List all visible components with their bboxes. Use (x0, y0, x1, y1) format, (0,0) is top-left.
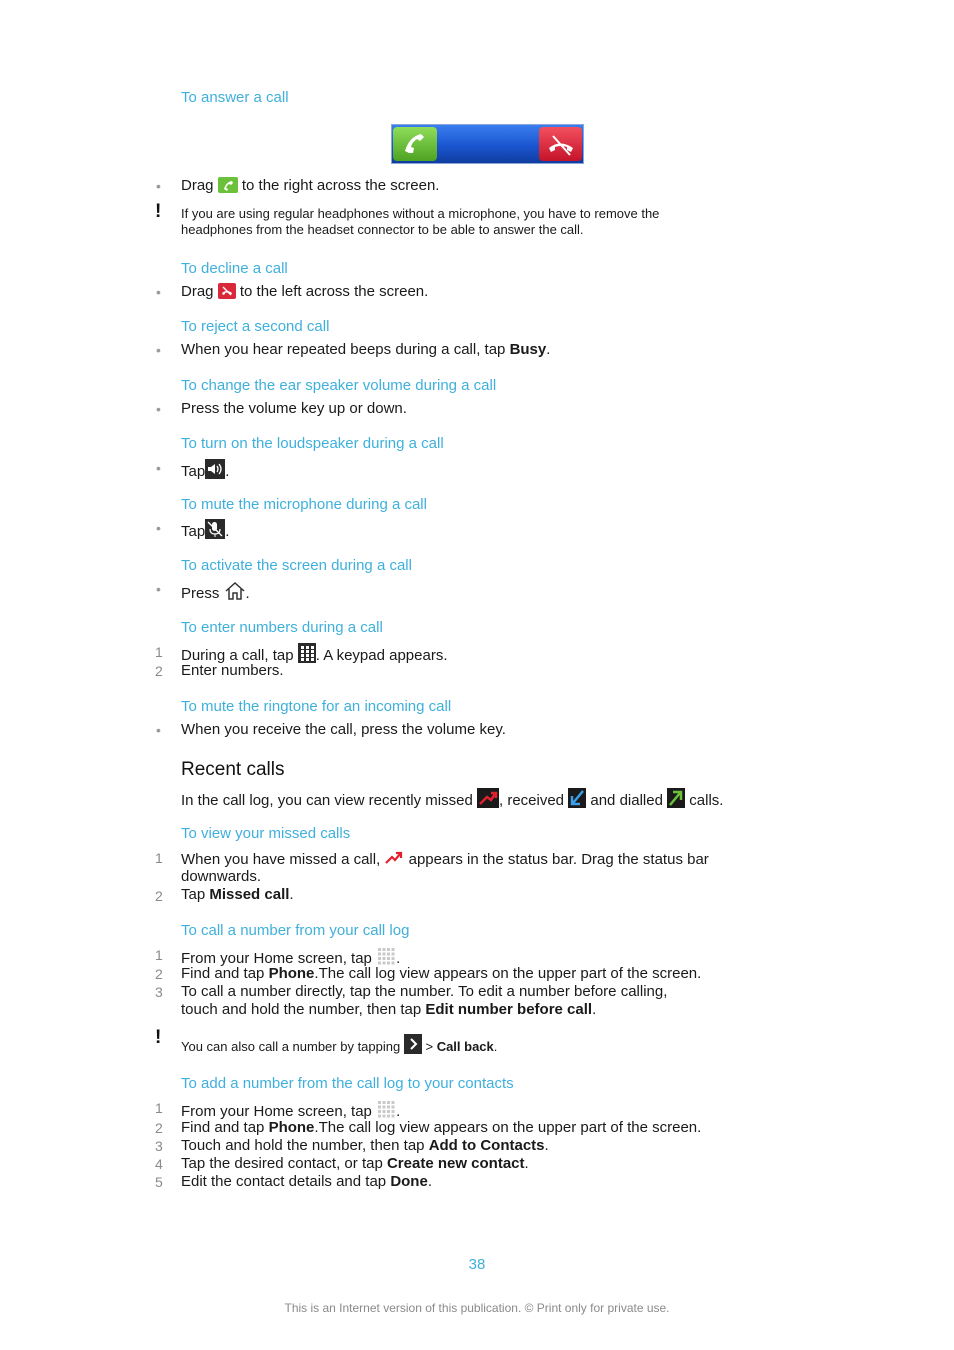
heading-call-from-log: To call a number from your call log (181, 922, 410, 939)
step-missed-call-cont: downwards. (181, 868, 262, 885)
heading-view-missed-calls: To view your missed calls (181, 825, 351, 842)
step-volume-key: Press the volume key up or down. (181, 400, 407, 417)
note-headphones: If you are using regular headphones without a microphone, you have to remove the headphones from the headset connector to be able to answer the call. (181, 206, 660, 237)
step-number: 3 (155, 1138, 163, 1154)
step-home-apps-2: From your Home screen, tap . (181, 1099, 400, 1124)
keypad-icon (298, 643, 316, 668)
heading-add-to-contacts: To add a number from the call log to your contacts (181, 1075, 514, 1092)
warning-icon: ! (155, 1027, 162, 1048)
heading-mute-ringtone: To mute the ringtone for an incoming call (181, 698, 452, 715)
bullet: • (156, 284, 161, 300)
decline-call-icon (218, 283, 236, 304)
speaker-icon (205, 459, 225, 484)
step-tap-missed-call: Tap Missed call. (181, 886, 294, 903)
step-tap-busy: When you hear repeated beeps during a call, tap Busy. (181, 341, 551, 358)
heading-enter-numbers: To enter numbers during a call (181, 619, 383, 636)
bullet: • (156, 460, 161, 476)
heading-reject-second-call: To reject a second call (181, 318, 330, 335)
mute-microphone-icon (205, 519, 225, 544)
step-number: 1 (155, 947, 163, 963)
bullet: • (156, 178, 161, 194)
step-press-volume: When you receive the call, press the volume key. (181, 721, 506, 738)
received-call-icon (568, 788, 586, 813)
dialled-call-icon (667, 788, 685, 813)
step-create-contact: Tap the desired contact, or tap Create new contact. (181, 1155, 529, 1172)
warning-icon: ! (155, 201, 162, 222)
step-number: 2 (155, 1120, 163, 1136)
step-drag-right: Drag to the right across the screen. (181, 177, 439, 198)
step-tap-mute: Tap . (181, 519, 229, 544)
step-number: 3 (155, 984, 163, 1000)
missed-call-status-icon (384, 849, 404, 872)
step-find-phone: Find and tap Phone.The call log view appears on the upper part of the screen. (181, 965, 702, 982)
step-enter-numbers: Enter numbers. (181, 662, 284, 679)
step-drag-left: Drag to the left across the screen. (181, 283, 428, 304)
heading-activate-screen: To activate the screen during a call (181, 557, 412, 574)
answer-call-icon (218, 177, 238, 198)
heading-decline-call: To decline a call (181, 260, 288, 277)
step-edit-done: Edit the contact details and tap Done. (181, 1173, 432, 1190)
step-number: 1 (155, 850, 163, 866)
step-number: 1 (155, 1100, 163, 1116)
bullet: • (156, 722, 161, 738)
step-number: 2 (155, 966, 163, 982)
step-home-apps: From your Home screen, tap . (181, 946, 400, 971)
page-number: 38 (468, 1256, 486, 1273)
heading-loudspeaker: To turn on the loudspeaker during a call (181, 435, 444, 452)
incoming-call-slider[interactable] (391, 124, 584, 164)
recent-calls-paragraph: In the call log, you can view recently missed , received and dialled calls. (181, 788, 723, 813)
step-number: 1 (155, 644, 163, 660)
step-number: 2 (155, 888, 163, 904)
step-tap-keypad: During a call, tap . A keypad appears. (181, 643, 448, 668)
heading-ear-speaker-volume: To change the ear speaker volume during a call (181, 377, 497, 394)
bullet: • (156, 342, 161, 358)
missed-call-icon (477, 788, 499, 813)
home-icon (224, 581, 246, 606)
note-call-back: You can also call a number by tapping > Call back. (181, 1034, 497, 1058)
heading-mute-microphone: To mute the microphone during a call (181, 496, 427, 513)
step-number: 2 (155, 663, 163, 679)
heading-answer-call: To answer a call (181, 89, 289, 106)
step-call-directly: To call a number directly, tap the number. To edit a number before calling, (181, 983, 668, 1000)
step-add-to-contacts: Touch and hold the number, then tap Add to Contacts. (181, 1137, 549, 1154)
bullet: • (156, 520, 161, 536)
chevron-right-icon (404, 1034, 422, 1058)
step-find-phone-2: Find and tap Phone.The call log view appears on the upper part of the screen. (181, 1119, 702, 1136)
bullet: • (156, 581, 161, 597)
step-missed-call-status: When you have missed a call, appears in the status bar. Drag the status bar (181, 849, 709, 872)
step-number: 5 (155, 1174, 163, 1190)
step-number: 4 (155, 1156, 163, 1172)
step-press-home: Press . (181, 581, 250, 606)
footer-notice: This is an Internet version of this publication. © Print only for private use. (284, 1301, 670, 1315)
step-edit-number: touch and hold the number, then tap Edit number before call. (181, 1001, 597, 1018)
bullet: • (156, 401, 161, 417)
section-title-recent-calls: Recent calls (181, 759, 285, 780)
step-tap-speaker: Tap . (181, 459, 229, 484)
